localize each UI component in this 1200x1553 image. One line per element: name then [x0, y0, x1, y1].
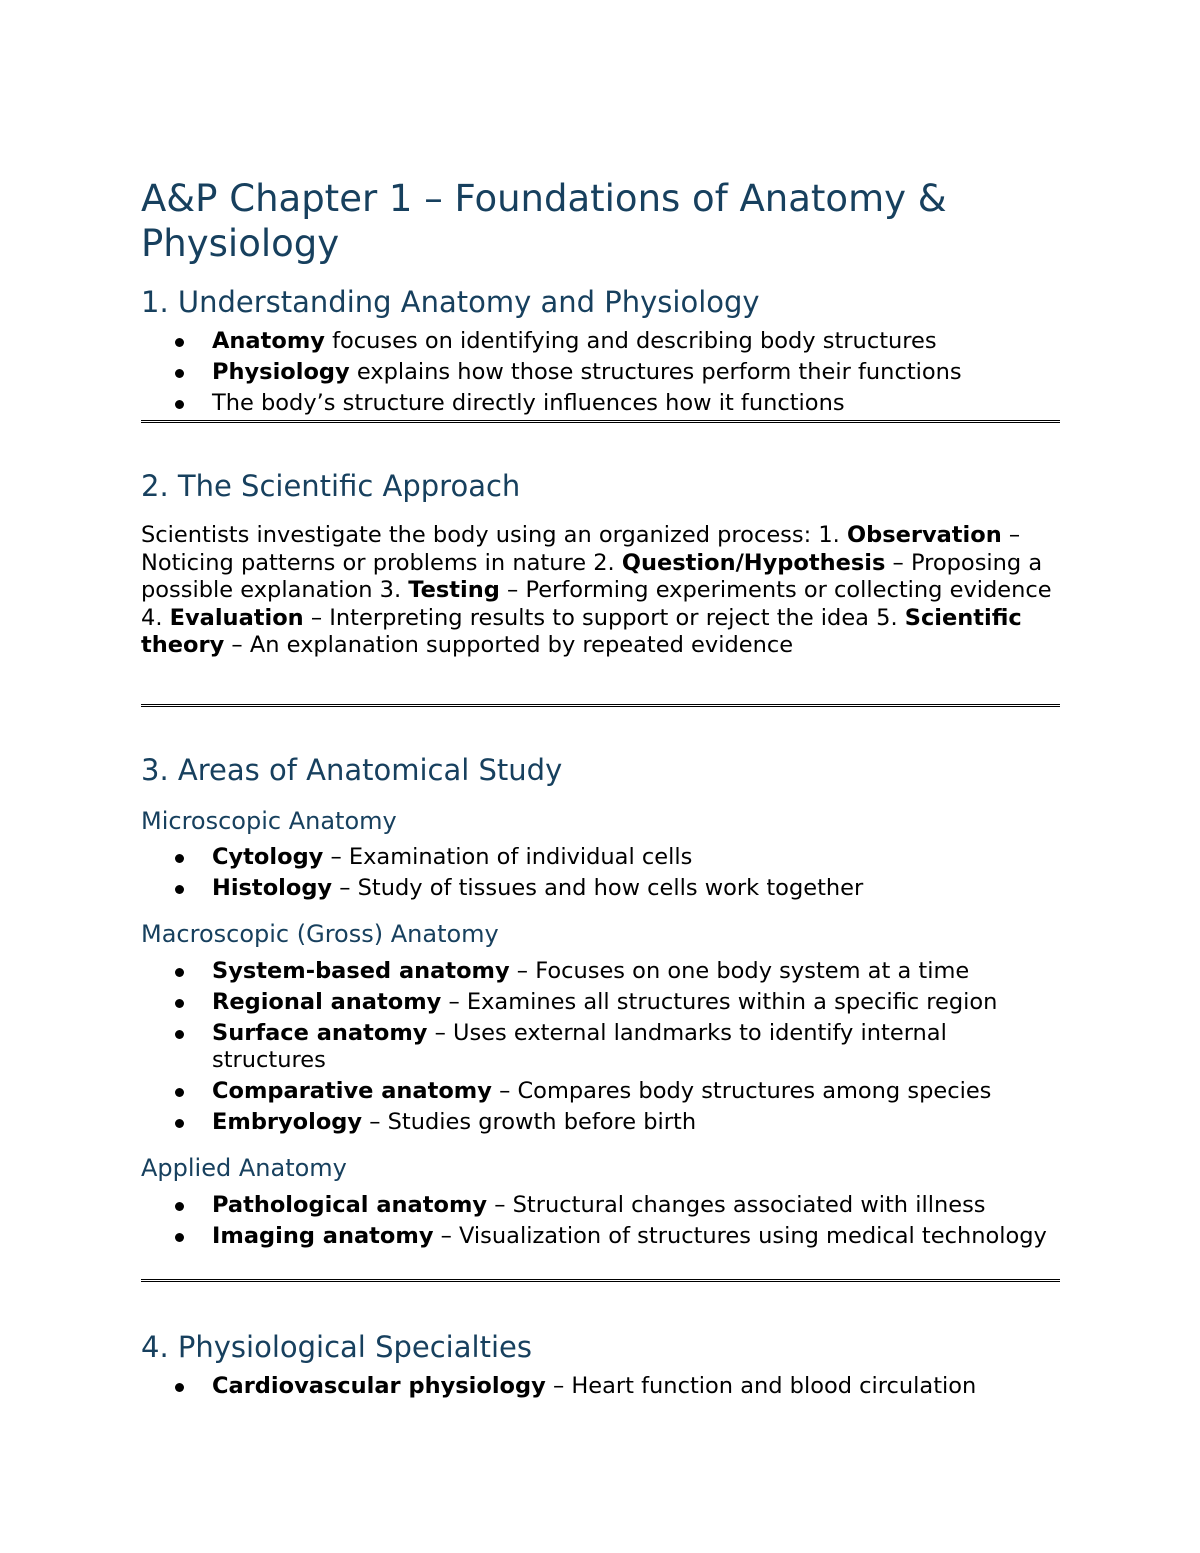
item-term: Regional anatomy — [212, 989, 442, 1015]
microscopic-anatomy-list — [141, 844, 1060, 906]
item-term: System-based anatomy — [212, 958, 510, 984]
step-term: Question/Hypothesis — [621, 549, 886, 576]
list-item — [141, 958, 1060, 985]
list-item — [141, 1373, 1060, 1400]
item-term: Imaging anatomy — [212, 1223, 434, 1249]
list-item — [141, 1078, 1060, 1105]
list-item — [141, 1109, 1060, 1136]
list-item — [141, 989, 1060, 1016]
item-term: Pathological anatomy — [212, 1192, 488, 1218]
step-text: – Interpreting results to support or reject the idea 5. — [303, 604, 905, 631]
step-term: Scientific theory — [141, 604, 1022, 659]
section-divider — [141, 420, 1060, 424]
item-term: Cardiovascular physiology — [212, 1373, 546, 1399]
item-text: – Heart function and blood circulation — [545, 1373, 977, 1399]
item-term: Histology — [212, 875, 333, 901]
item-text: – Structural changes associated with illness — [487, 1192, 986, 1218]
item-term: Anatomy — [212, 328, 325, 354]
item-term: Physiology — [212, 359, 350, 385]
item-text: – Uses external landmarks to identify internal structures — [212, 1020, 947, 1073]
section-4-list — [141, 1373, 1060, 1404]
applied-anatomy-list — [141, 1192, 1060, 1254]
list-item — [141, 1223, 1060, 1250]
paragraph-intro: Scientists investigate the body using an organized process: 1. — [141, 522, 847, 548]
item-text: – Visualization of structures using medical technology — [433, 1223, 1047, 1249]
item-term: Cytology — [212, 844, 324, 870]
section-2-heading: 2. The Scientific Approach — [141, 469, 521, 503]
document-title: A&P Chapter 1 – Foundations of Anatomy & Physiology — [141, 177, 947, 265]
item-text: The body’s structure directly influences how it functions — [212, 390, 845, 416]
step-text: – An explanation supported by repeated evidence — [224, 632, 794, 659]
macroscopic-anatomy-heading: Macroscopic (Gross) Anatomy — [141, 920, 499, 948]
applied-anatomy-heading: Applied Anatomy — [141, 1154, 347, 1182]
step-term: Observation — [846, 522, 1002, 548]
step-text: – Performing experiments or collecting evidence 4. — [141, 577, 1052, 631]
list-item — [141, 390, 1060, 417]
list-item — [141, 844, 1060, 871]
item-text: – Studies growth before birth — [362, 1109, 697, 1135]
item-term: Comparative anatomy — [212, 1078, 492, 1104]
section-4-heading: 4. Physiological Specialties — [141, 1330, 532, 1364]
step-term: Evaluation — [169, 604, 304, 631]
section-3-heading: 3. Areas of Anatomical Study — [141, 753, 563, 787]
list-item — [141, 328, 1060, 355]
item-text: – Study of tissues and how cells work together — [332, 875, 864, 901]
section-divider — [141, 704, 1060, 708]
list-item — [141, 875, 1060, 902]
item-text: explains how those structures perform their functions — [349, 359, 962, 385]
list-item — [141, 1192, 1060, 1219]
item-text: – Examines all structures within a specific region — [441, 989, 998, 1015]
step-text: – Proposing a possible explanation 3. — [141, 549, 1043, 604]
item-text: – Compares body structures among species — [491, 1078, 992, 1104]
section-divider — [141, 1279, 1060, 1283]
scientific-process-paragraph — [141, 522, 1060, 660]
item-term: Surface anatomy — [212, 1020, 428, 1046]
item-text: – Focuses on one body system at a time — [509, 958, 970, 984]
step-term: Testing — [408, 577, 500, 604]
list-item — [141, 1020, 1060, 1074]
section-1-heading: 1. Understanding Anatomy and Physiology — [141, 285, 760, 319]
item-text: focuses on identifying and describing body structures — [324, 328, 937, 354]
macroscopic-anatomy-list — [141, 958, 1060, 1140]
item-term: Embryology — [212, 1109, 363, 1135]
list-item — [141, 359, 1060, 386]
microscopic-anatomy-heading: Microscopic Anatomy — [141, 807, 397, 835]
step-text: – Noticing patterns or problems in nature 2. — [141, 522, 1021, 576]
section-1-list — [141, 328, 1060, 421]
item-text: – Examination of individual cells — [323, 844, 693, 870]
